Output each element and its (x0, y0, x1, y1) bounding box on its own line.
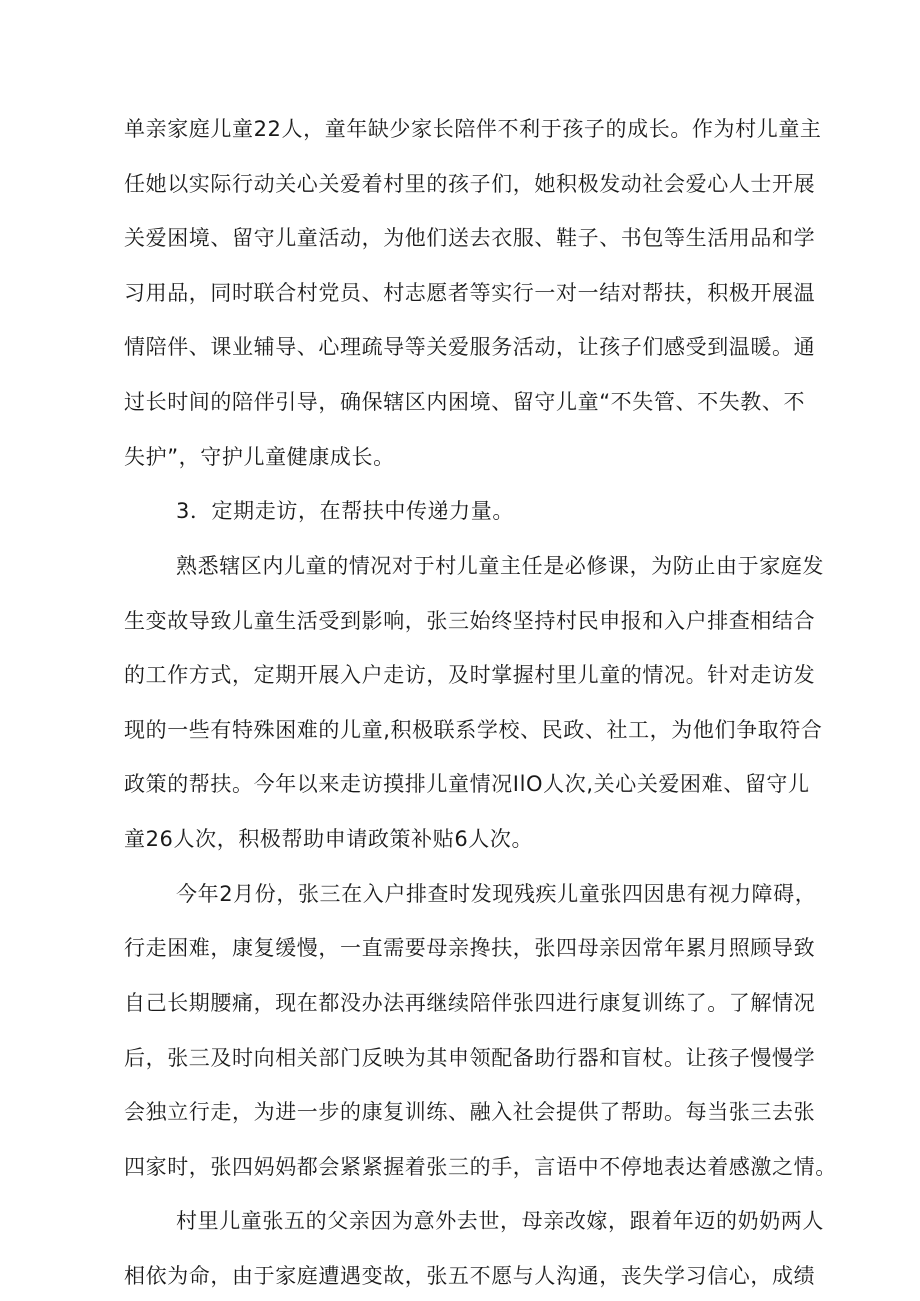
text-line: 四家时，张四妈妈都会紧紧握着张三的手，言语中不停地表达着感激之情。 (124, 1155, 837, 1179)
text-line: 村里儿童张五的父亲因为意外去世，母亲改嫁，跟着年迈的奶奶两人 (176, 1209, 824, 1233)
text-line: 单亲家庭儿童22人，童年缺少家长陪伴不利于孩子的成长。作为村儿童主 (124, 117, 822, 141)
section-heading: 3．定期走访，在帮扶中传递力量。 (176, 499, 514, 523)
text-line: 现的一些有特殊困难的儿童,积极联系学校、民政、社工，为他们争取符合 (124, 718, 823, 742)
text-line: 熟悉辖区内儿童的情况对于村儿童主任是必修课，为防止由于家庭发 (176, 554, 824, 578)
text-line: 过长时间的陪伴引导，确保辖区内困境、留守儿童“不失管、不失教、不 (124, 390, 806, 414)
text-line: 童26人次，积极帮助申请政策补贴6人次。 (124, 827, 534, 851)
text-line: 失护”，守护儿童健康成长。 (124, 445, 395, 469)
text-line: 政策的帮扶。今年以来走访摸排儿童情况IlO人次,关心关爱困难、留守儿 (124, 772, 810, 796)
text-line: 关爱困境、留守儿童活动，为他们送去衣服、鞋子、书包等生活用品和学 (124, 226, 816, 250)
text-line: 任她以实际行动关心关爱着村里的孩子们，她积极发动社会爱心人士开展 (124, 172, 816, 196)
text-line: 会独立行走，为进一步的康复训练、融入社会提供了帮助。每当张三去张 (124, 1100, 816, 1124)
text-line: 相依为命，由于家庭遭遇变故，张五不愿与人沟通，丧失学习信心，成绩 (124, 1264, 816, 1288)
text-line: 情陪伴、课业辅导、心理疏导等关爱服务活动，让孩子们感受到温暖。通 (124, 335, 816, 359)
text-line: 生变故导致儿童生活受到影响，张三始终坚持村民申报和入户排查相结合 (124, 609, 816, 633)
text-line: 习用品，同时联合村党员、村志愿者等实行一对一结对帮扶，积极开展温 (124, 281, 816, 305)
text-line: 行走困难，康复缓慢，一直需要母亲搀扶，张四母亲因常年累月照顾导致 (124, 936, 816, 960)
text-line: 今年2月份，张三在入户排查时发现残疾儿童张四因患有视力障碍， (176, 882, 817, 906)
text-line: 自己长期腰痛，现在都没办法再继续陪伴张四进行康复训练了。了解情况 (124, 991, 816, 1015)
text-line: 后，张三及时向相关部门反映为其申领配备助行器和盲杖。让孩子慢慢学 (124, 1046, 816, 1070)
text-line: 的工作方式，定期开展入户走访，及时掌握村里儿童的情况。针对走访发 (124, 663, 816, 687)
